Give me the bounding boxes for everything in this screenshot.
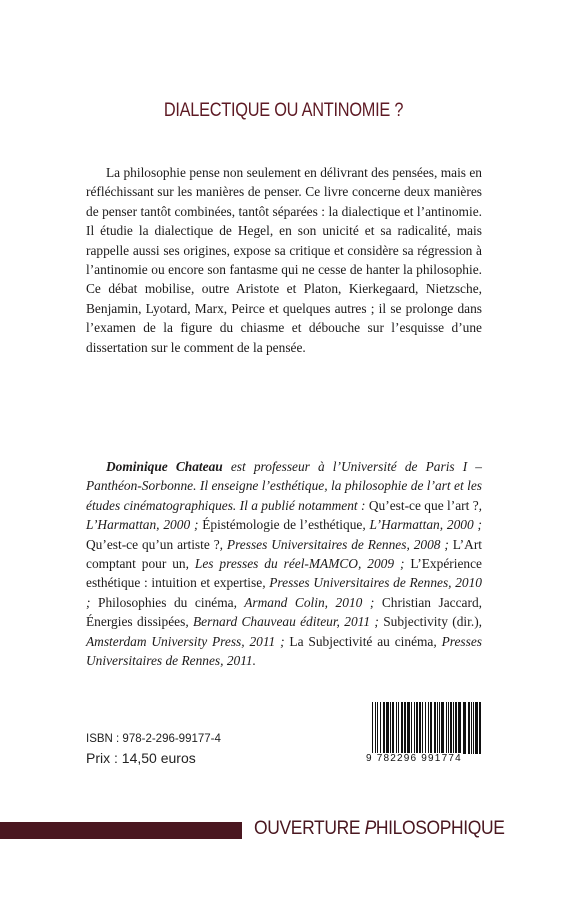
author-bio bbox=[86, 457, 482, 670]
work-title: L’Expérience esthétique : intuition et expertise bbox=[86, 556, 482, 591]
series-bar bbox=[0, 822, 242, 839]
bio-text: est professeur à l’Université de Paris I – Panthéon-Sorbonne. Il enseigne l’esthétique, la philosophie de l’art et les études cinématographiques. Il a publié notamment : bbox=[86, 459, 482, 513]
work-publisher: , Presses Universitaires de Rennes, 2010 ; bbox=[86, 575, 482, 610]
work-publisher: , Presses Universitaires de Rennes, 2011. bbox=[86, 633, 483, 669]
isbn-label: ISBN : 978-2-296-99177-4 bbox=[86, 733, 221, 745]
book-title: DIALECTIQUE OU ANTINOMIE ? bbox=[163, 100, 404, 121]
work-title: Philosophies du cinéma bbox=[98, 594, 234, 610]
work-publisher: , Armand Colin, 2010 ; bbox=[233, 594, 382, 610]
work-publisher: , L’Harmattan, 2000 ; bbox=[86, 497, 482, 533]
work-publisher: , Presses Universitaires de Rennes, 2008 ; bbox=[219, 536, 453, 552]
work-title: Qu’est-ce que l’art ? bbox=[368, 497, 479, 513]
work-title: L’Art comptant pour un bbox=[86, 536, 482, 572]
author-name: Dominique Chateau bbox=[106, 459, 223, 474]
series-name: OUVERTURE PHILOSOPHIQUE bbox=[254, 818, 505, 839]
work-title: La Subjectivité au cinéma bbox=[289, 633, 434, 649]
work-publisher: , Bernard Chauveau éditeur, 2011 ; bbox=[185, 614, 384, 630]
work-title: Subjectivity (dir.) bbox=[383, 614, 479, 630]
barcode-digits: 9 782296 991774 bbox=[366, 753, 462, 764]
book-summary: La philosophie pense non seulement en délivrant des pensées, mais en réfléchissant sur les manières de penser. Ce livre concerne deux manières de penser tantôt combinées, tantôt séparées : la dialectique et l’antinomie. Il étudie la dialectique de Hegel, en son unicité et sa radicalité, mais rappelle aussi ses origines, expose sa critique et considère sa régression à l’antinomie ou encore son fantasme qui ne cesse de hanter la philosophie. Ce débat mobilise, outre Aristote et Platon, Kierkegaard, Nietzsche, Benjamin, Lyotard, Marx, Peirce et quelques autres ; il se prolonge dans l’examen de la figure du chiasme et débouche sur l’esquisse d’une dissertation sur le comment de la pensée. bbox=[86, 165, 482, 355]
work-title: Qu’est-ce qu’un artiste ? bbox=[86, 536, 220, 552]
work-publisher: , Les presses du réel-MAMCO, 2009 ; bbox=[185, 556, 411, 572]
work-title: Christian Jaccard, Énergies dissipées bbox=[86, 594, 482, 630]
work-publisher: , Amsterdam University Press, 2011 ; bbox=[86, 614, 483, 649]
work-publisher: , L’Harmattan, 2000 ; bbox=[362, 517, 482, 533]
work-title: Épistémologie de l’esthétique bbox=[202, 517, 363, 533]
price-label: Prix : 14,50 euros bbox=[86, 750, 196, 766]
